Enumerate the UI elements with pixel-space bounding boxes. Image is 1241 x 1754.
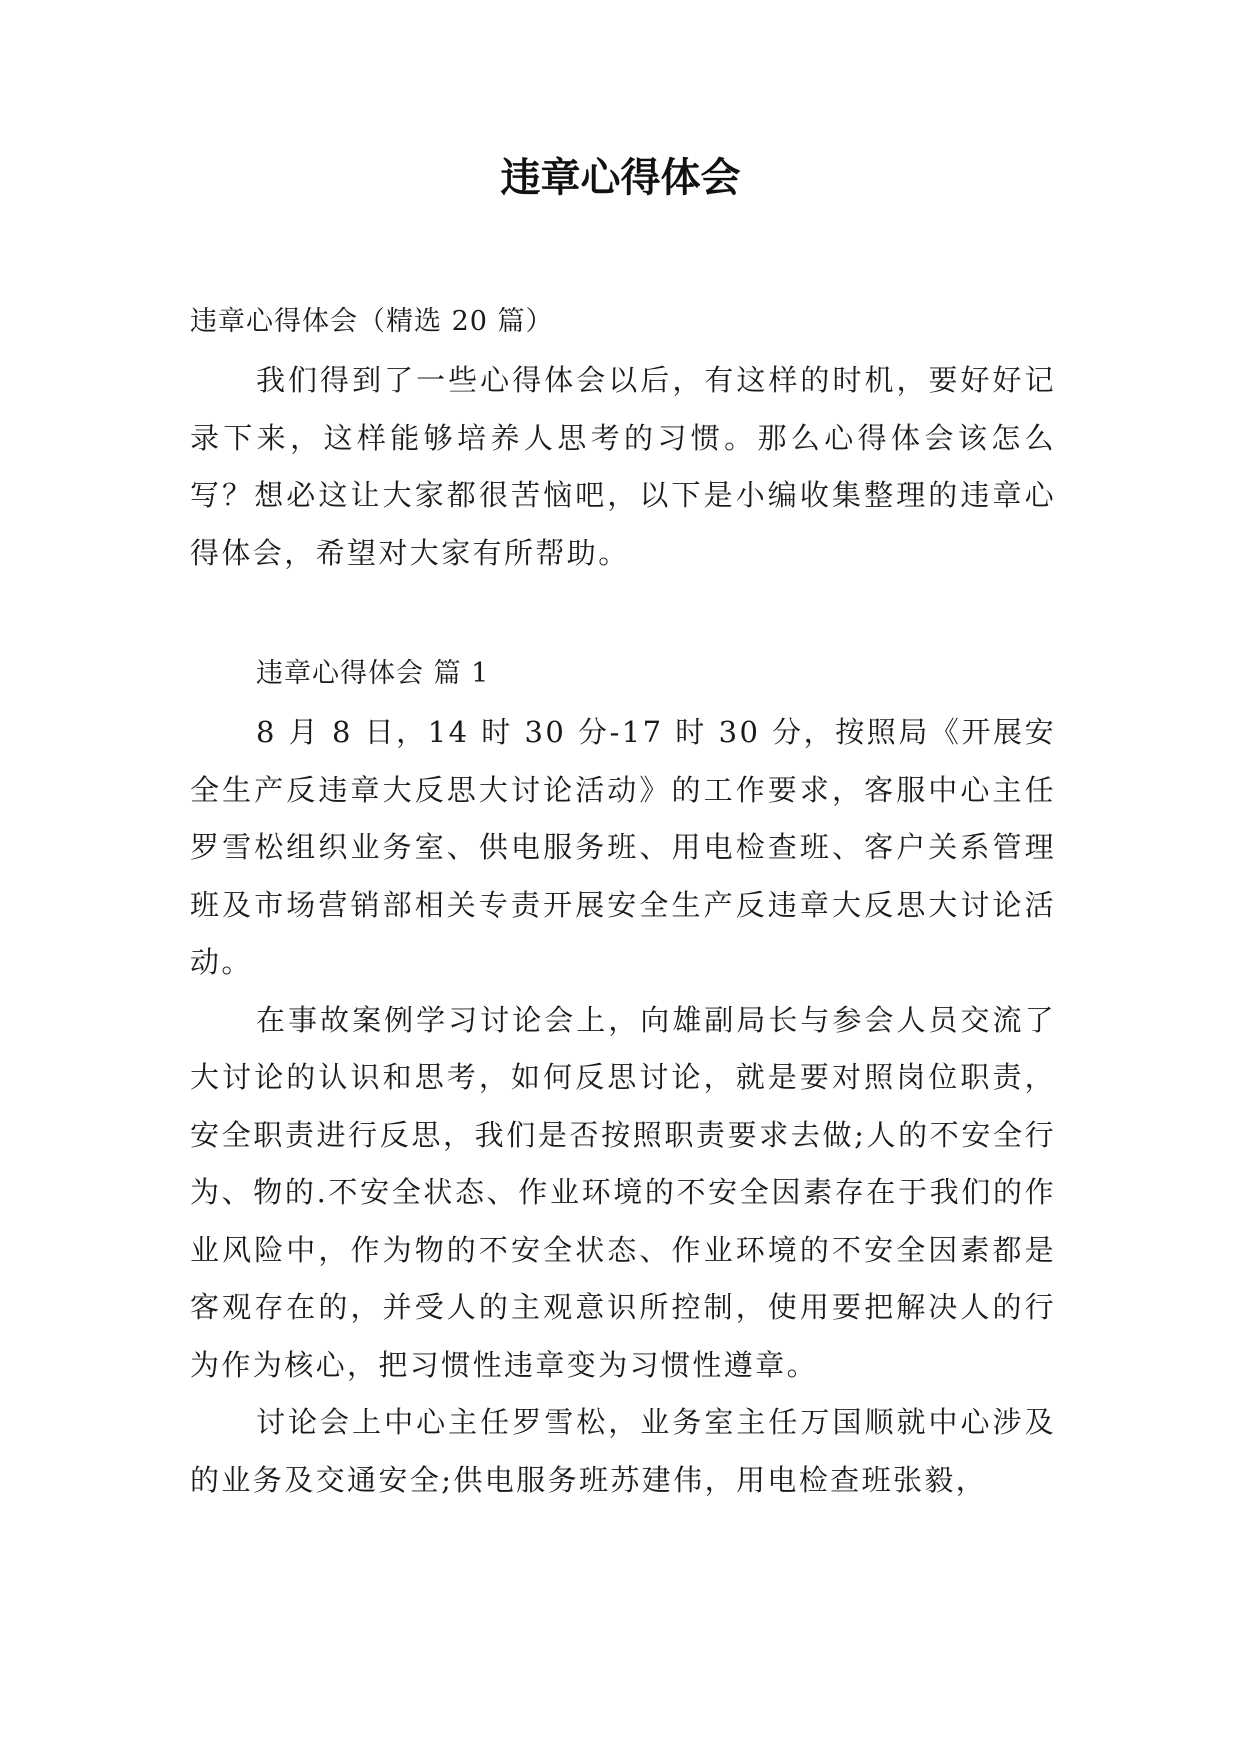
- body-paragraph-2: 在事故案例学习讨论会上，向雄副局长与参会人员交流了大讨论的认识和思考，如何反思讨论，就是要对照岗位职责，安全职责进行反思，我们是否按照职责要求去做;人的不安全行为、物的.不安全状态、作业环境的不安全因素存在于我们的作业风险中，作为物的不安全状态、作业环境的不安全因素都是客观存在的，并受人的主观意识所控制，使用要把解决人的行为作为核心，把习惯性违章变为习惯性遵章。: [190, 1002, 1056, 1382]
- document-subtitle: 违章心得体会（精选 20 篇）: [190, 306, 554, 337]
- document-body: [190, 292, 1056, 1509]
- body-paragraph-3: 讨论会上中心主任罗雪松，业务室主任万国顺就中心涉及的业务及交通安全;供电服务班苏建伟，用电检查班张毅，: [190, 1405, 1056, 1497]
- section-heading: 违章心得体会 篇 1: [256, 658, 490, 689]
- intro-paragraph: 我们得到了一些心得体会以后，有这样的时机，要好好记录下来，这样能够培养人思考的习惯。那么心得体会该怎么写？想必这让大家都很苦恼吧，以下是小编收集整理的违章心得体会，希望对大家有所帮助。: [190, 363, 1056, 570]
- body-paragraph-1: 8 月 8 日，14 时 30 分-17 时 30 分，按照局《开展安全生产反违章大反思大讨论活动》的工作要求，客服中心主任罗雪松组织业务室、供电服务班、用电检查班、客户关系管理班及市场营销部相关专责开展安全生产反违章大反思大讨论活动。: [190, 715, 1056, 979]
- document-title: 违章心得体会: [500, 155, 741, 201]
